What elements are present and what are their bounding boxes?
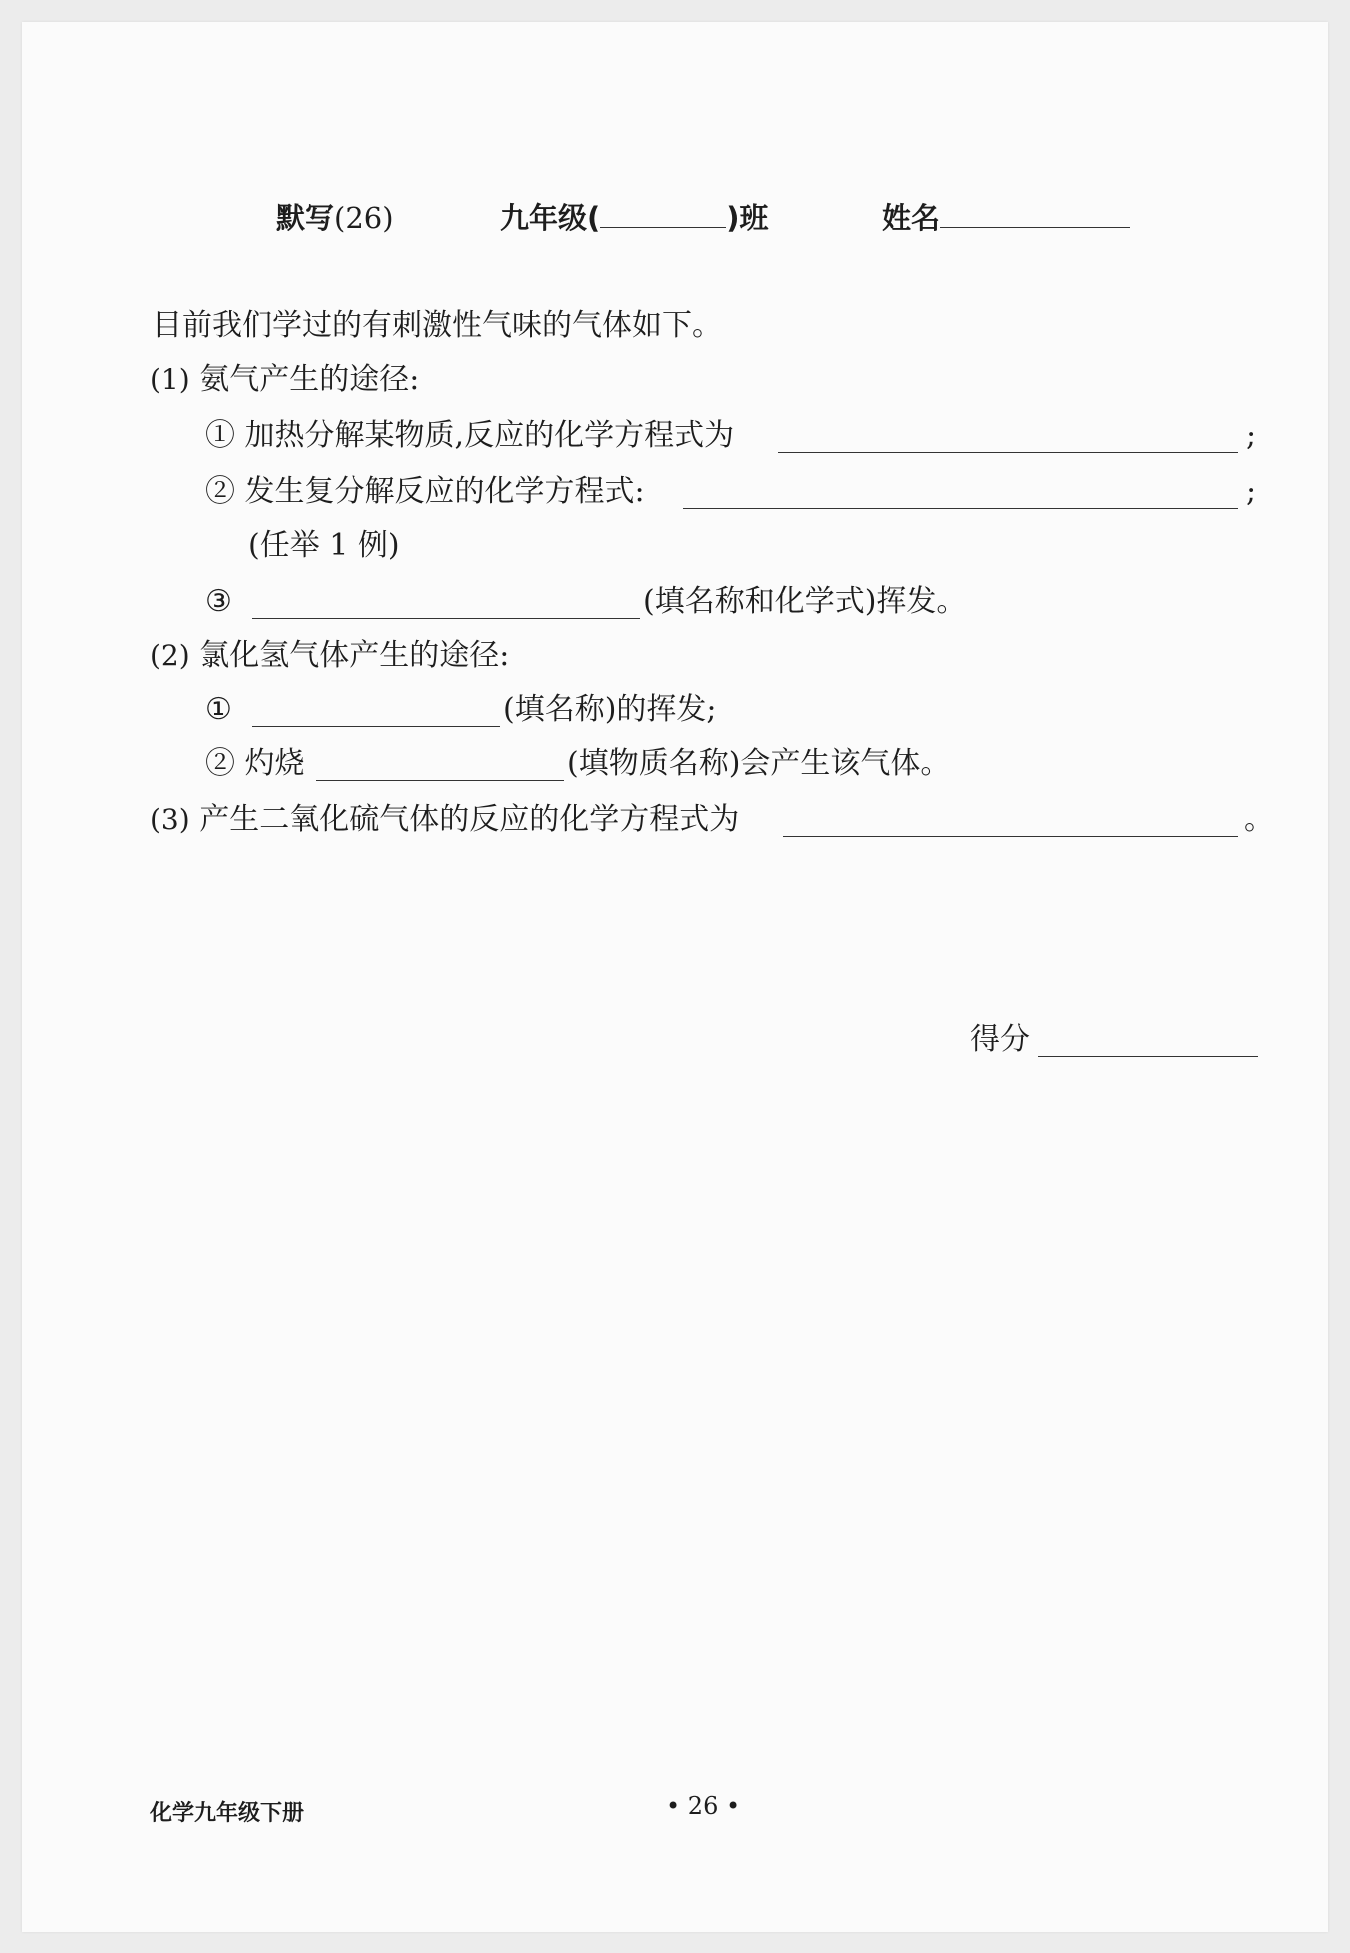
circled-1: ①	[205, 418, 235, 453]
score-blank[interactable]	[1038, 1056, 1258, 1057]
class-blank[interactable]	[600, 197, 726, 228]
q2-item-2	[205, 744, 305, 784]
q1-item-1	[205, 416, 734, 456]
q3-answer-blank[interactable]	[783, 836, 1238, 837]
q1-item-2-answer-blank[interactable]	[683, 508, 1238, 509]
name-field	[882, 196, 1130, 237]
page-number-value: 26	[687, 1792, 719, 1820]
score-label: 得分	[970, 1022, 1030, 1057]
grade-suffix: )班	[726, 201, 769, 235]
q1-item-1-end: ;	[1246, 418, 1257, 453]
title-number: (26)	[334, 201, 394, 235]
q1-item-2-end: ;	[1246, 474, 1257, 509]
q1-item-3-text: (填名称和化学式)挥发。	[643, 584, 967, 619]
footer-book-title: 化学九年级下册	[150, 1801, 305, 1826]
q2-item-1-text: (填名称)的挥发;	[503, 692, 717, 727]
q3-end: 。	[1244, 802, 1274, 837]
q1-item-2	[205, 472, 645, 512]
circled-2: ②	[205, 746, 235, 781]
q1-item-2-note: (任举 1 例)	[248, 528, 400, 563]
name-blank[interactable]	[940, 197, 1130, 228]
q1-item-1-answer-blank[interactable]	[778, 452, 1238, 453]
q2-item-2-prefix: 灼烧	[244, 746, 305, 781]
circled-1: ①	[205, 692, 232, 727]
question-3-label: (3)	[150, 803, 190, 836]
q2-item-2-answer-blank[interactable]	[316, 780, 564, 781]
q1-item-3-answer-blank[interactable]	[252, 618, 640, 619]
q2-item-1-answer-blank[interactable]	[252, 726, 500, 727]
title-text: 默写	[276, 201, 335, 235]
question-2-label: (2)	[150, 639, 190, 672]
q2-item-2-text: (填物质名称)会产生该气体。	[567, 746, 951, 781]
question-1-label: (1)	[150, 363, 190, 396]
question-2-text: 氯化氢气体产生的途径:	[199, 638, 510, 673]
circled-3: ③	[205, 584, 232, 619]
question-3-text: 产生二氧化硫气体的反应的化学方程式为	[199, 802, 740, 837]
class-field	[500, 196, 769, 237]
circled-2: ②	[205, 474, 235, 509]
footer-page-number: • 26 •	[666, 1792, 741, 1820]
question-1	[150, 360, 419, 400]
question-1-text: 氨气产生的途径:	[199, 362, 420, 397]
grade-prefix: 九年级(	[500, 201, 601, 235]
q1-item-1-text: 加热分解某物质,反应的化学方程式为	[244, 418, 735, 453]
worksheet-title	[276, 196, 394, 237]
question-3	[150, 800, 739, 840]
question-2	[150, 636, 509, 676]
intro-text: 目前我们学过的有刺激性气味的气体如下。	[152, 308, 722, 343]
q1-item-2-text: 发生复分解反应的化学方程式:	[244, 474, 645, 509]
name-label: 姓名	[882, 201, 941, 235]
